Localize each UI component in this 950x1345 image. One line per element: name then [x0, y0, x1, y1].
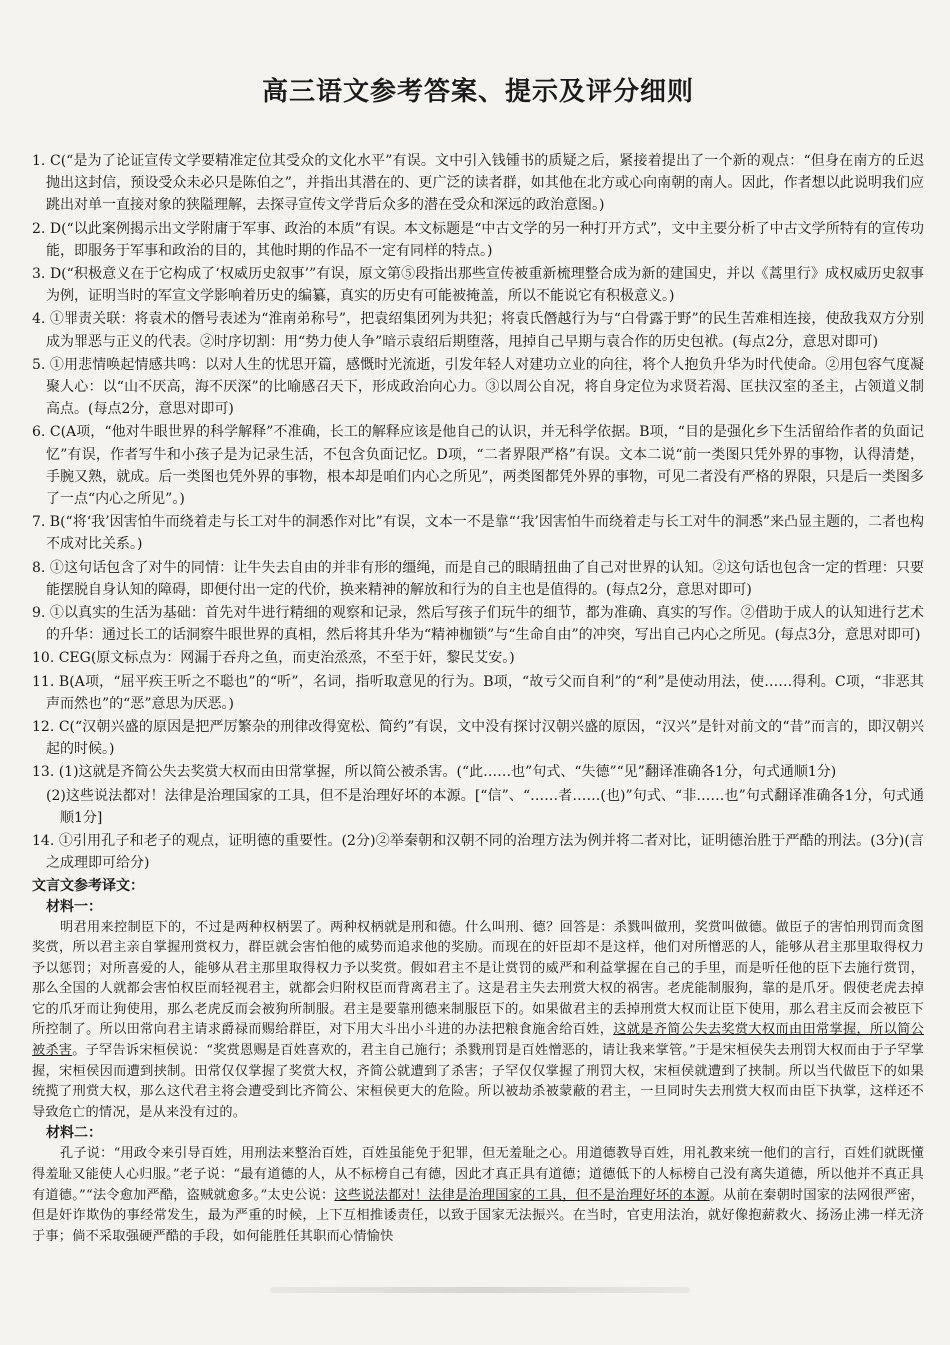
material2-heading: 材料二：: [46, 1125, 102, 1142]
material1-underlined: 这就是齐简公失去奖赏大权而由田常掌握，所以简公被杀害: [32, 1022, 924, 1059]
answer-13-2: (2)这些说法都对！法律是治理国家的工具，但不是治理好坏的本源。[“信”、“……者……(也)”句式、“非……也”句式翻译准确各1分，句式通顺1分]: [46, 787, 924, 826]
answer-8: 8. ①这句话包含了对牛的同情：让牛失去自由的并非有形的缰绳，而是自己的眼睛扭曲了自己对世界的认知。②这句话也包含一定的哲理：只要能摆脱自身认知的障碍，即便付出一定的代价，换来精神的解放和行为的自主也是值得的。(每点2分，意思对即可): [32, 559, 924, 598]
material1-translation: [32, 918, 924, 1124]
answer-2: 2. D(“以此案例揭示出文学附庸于军事、政治的本质”有误。本文标题是“中古文学的另一种打开方式”，文中主要分析了中古文学所特有的宣传功能，即服务于军事和政治的目的，其他时期的作品不一定有同样的特点。): [32, 220, 924, 259]
footer-smudge: [270, 1287, 690, 1293]
answer-1: 1. C(“是为了论证宣传文学要精准定位其受众的文化水平”有误。文中引入钱锺书的质疑之后，紧接着提出了一个新的观点：“但身在南方的丘迟抛出这封信，预设受众未必只是陈伯之”，并指出其潜在的、更广泛的读者群，如其他在北方或心向南朝的南人。因此，作者想以此说明我们应跳出对单一直接对象的狭隘理解，去探寻宣传文学背后众多的潜在受众和深远的政治意图。): [32, 153, 924, 214]
material2-underlined: 这些说法都对！法律是治理国家的工具，但不是治理好坏的本源: [334, 1187, 710, 1203]
answer-3: 3. D(“积极意义在于它构成了‘权威历史叙事’”有误，原文第⑤段指出那些宣传被重新梳理整合成为新的建国史，并以《蒿里行》成权威历史叙事为例，证明当时的军宣文学影响着历史的编纂，真实的历史有可能被掩盖，所以不能说它有积极意义。): [32, 266, 924, 305]
answer-4: 4. ①罪责关联：将袁术的僭号表述为“淮南弟称号”，把袁绍集团列为共犯；将袁氏僭越行为与“白骨露于野”的民生苦难相连接，使敌我双方分别成为罪恶与正义的代表。②时序切割：用“势力使人争”暗示袁绍后期堕落，甩掉自己早期与袁合作的历史包袱。(每点2分，意思对即可): [32, 311, 924, 350]
material1-text: 明君用来控制臣下的，不过是两种权柄罢了。两种权柄就是刑和德。什么叫刑、德？回答是：杀戮叫做刑，奖赏叫做德。做臣子的害怕刑罚而贪图奖赏，所以君主亲自掌握刑赏权力，群臣就会害怕他的威势而追求他的奖励。而现在的奸臣却不是这样，他们对所憎恶的人，能够从君主那里取得权力予以惩罚；对所喜爱的人，能够从君主那里取得权力予以奖赏。假如君主不是让赏罚的威严和利益掌握在自己的手里，而是听任他的臣下去施行赏罚，那么全国的人就都会害怕权臣而轻视君主，就都会归附权臣而背离君主了。这是君主失去刑赏大权的祸害。老虎能制服狗，靠的是爪牙。假使老虎去掉它的爪牙而让狗使用，那么老虎反而会被狗所制服。君主是要靠刑德来制服臣下的。如果做君主的丢掉刑赏大权而让臣下使用，那么君主反而会被臣下所控制了。所以田常向君主请求爵禄而赐给群臣，对下用大斗出小斗进的办法把粮食施舍给百姓，: [32, 919, 924, 1038]
answer-11: 11. B(A项，“屈平疾王听之不聪也”的“听”，名词，指听取意见的行为。B项，“故亏父而自利”的“利”是使动用法，使……得利。C项，“非恶其声而然也”的“恶”意思为厌恶。): [32, 673, 924, 712]
material2-text: 孔子说：“用政令来引导百姓，用刑法来整治百姓，百姓虽能免于犯罪，但无羞耻之心。用道德教导百姓，用礼教来统一他们的言行，百姓们就既懂得羞耻又能使人心归服。”老子说：“最有道德的人，从不标榜自己有德，因此才真正具有道德；道德低下的人标榜自己没有离失道德，所以他并不真正具有道德。”“法令愈加严酷，盗贼就愈多。”太史公说：: [32, 1146, 924, 1203]
answer-9: 9. ①以真实的生活为基础：首先对牛进行精细的观察和记录，然后写孩子们玩牛的细节，都为准确、真实的写作。②借助于成人的认知进行艺术的升华：通过长工的话洞察牛眼世界的真相，然后将其升华为“精神枷锁”与“生命自由”的冲突，写出自己内心之所见。(每点3分，意思对即可): [32, 605, 924, 644]
answer-13-1: 13. (1)这就是齐简公失去奖赏大权而由田常掌握，所以简公被杀害。(“此……也”句式、“失德”“见”翻译准确各1分，句式通顺1分): [32, 764, 837, 781]
material1-heading: 材料一：: [46, 898, 102, 915]
answer-14: 14. ①引用孔子和老子的观点，证明德的重要性。(2分)②举秦朝和汉朝不同的治理方法为例并将二者对比，证明德治胜于严酷的刑法。(3分)(言之成理即可给分): [32, 833, 924, 872]
page-title: 高三语文参考答案、提示及评分细则: [261, 77, 694, 107]
answer-list: [32, 150, 924, 875]
material2-text2: 。从前在秦朝时国家的法网很严密，但是奸诈欺伪的事经常发生，最为严重的时候，上下互相推诿责任，以致于国家无法振兴。在当时，官吏用法治，就好像抱薪救火、扬汤止沸一样无济于事；倘不采取强硬严酷的手段，如何能胜任其职而心情愉快: [32, 1187, 924, 1244]
translation-heading: 文言文参考译文：: [32, 877, 144, 894]
answer-6: 6. C(A项，“他对牛眼世界的科学解释”不准确，长工的解释应该是他自己的认识，并无科学依据。B项，“目的是强化乡下生活留给作者的负面记忆”有误，作者写牛和小孩子是为记录生活，不包含负面记忆。D项，“二者界限严格”有误。文本二说“前一类图只凭外界的事物，认得清楚，手腕又熟，就成。后一类图也凭外界的事物，根本却是咱们内心之所见”，两类图都凭外界的事物，可见二者没有严格的界限，只是后一类图多了一点“内心之所见”。): [32, 424, 924, 508]
material1-text2: 。子罕告诉宋桓侯说：“奖赏恩赐是百姓喜欢的，君主自己施行；杀戮刑罚是百姓憎恶的，请让我来掌管。”于是宋桓侯失去刑罚大权而由于子罕掌握，宋桓侯因而遭到挟制。田常仅仅掌握了奖赏大权，齐简公就遭到了杀害；子罕仅仅掌握了刑罚大权，宋桓侯就遭到了挟制。所以当代做臣下的如果统揽了刑赏大权，那么这代君主将会遭受到比齐简公、宋桓侯更大的危险。所以被劫杀被蒙蔽的君主，一旦同时失去刑赏大权而由臣下执掌，这样还不导致危亡的情况，是从来没有过的。: [32, 1043, 924, 1120]
answer-10: 10. CEG(原文标点为：网漏于吞舟之鱼，而吏治烝烝，不至于奸，黎民艾安。): [32, 650, 515, 667]
answer-5: 5. ①用悲情唤起情感共鸣：以对人生的忧思开篇，感慨时光流逝，引发年轻人对建功立业的向往，将个人抱负升华为时代使命。②用包容气度凝聚人心：以“山不厌高，海不厌深”的比喻感召天下，形成政治向心力。③以周公自况，将自身定位为求贤若渴、匡扶汉室的圣主，占领道义制高点。(每点2分，意思对即可): [32, 356, 924, 418]
material2-translation: [32, 1144, 924, 1247]
answer-7: 7. B(“将‘我’因害怕牛而绕着走与长工对牛的洞悉作对比”有误，文本一不是靠“‘我’因害怕牛而绕着走与长工对牛的洞悉”来凸显主题的，二者也构不成对比关系。): [32, 514, 924, 553]
answer-12: 12. C(“汉朝兴盛的原因是把严厉繁杂的刑律改得宽松、简约”有误，文中没有探讨汉朝兴盛的原因，“汉兴”是针对前文的“昔”而言的，即汉朝兴起的时候。): [32, 719, 924, 758]
